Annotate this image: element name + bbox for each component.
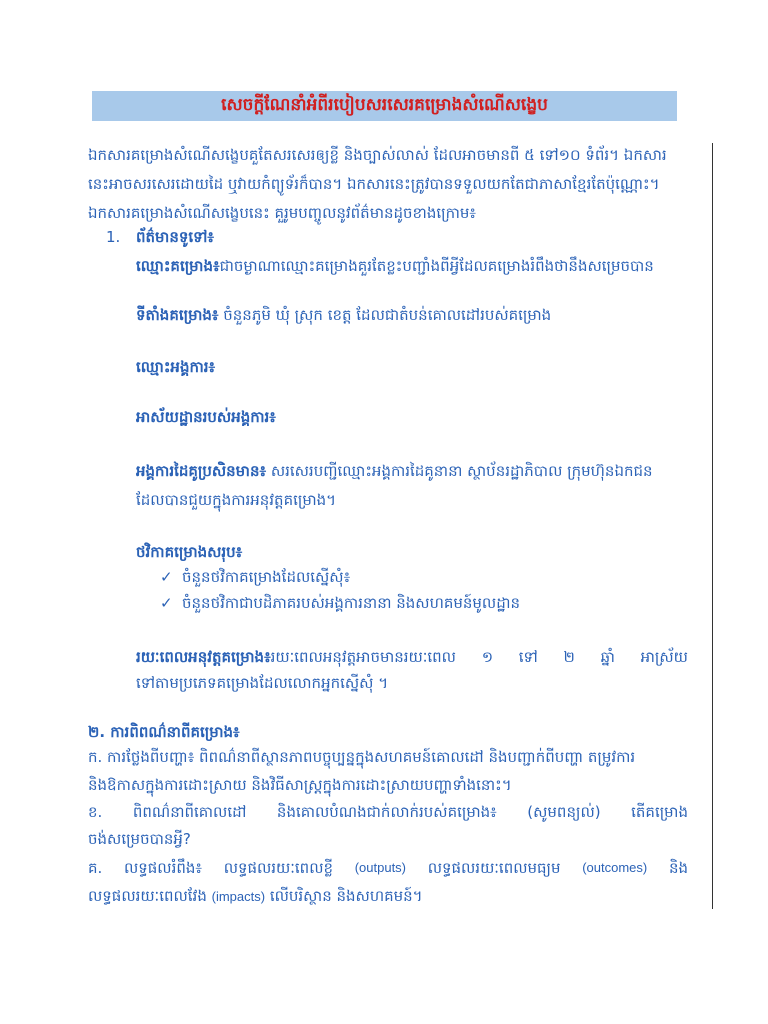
goal-word: ពិពណ៌នាពីគោលដៅ	[132, 803, 247, 821]
section2-heading: ២. ការពិពណ៌នាពីគម្រោង៖	[88, 723, 240, 741]
duration-line-1	[136, 645, 688, 669]
location-label: ទីតាំងគម្រោង៖	[136, 306, 219, 324]
budget-item-text: ចំនួនថវិកាគម្រោងដែលស្នើសុំ៖	[182, 568, 351, 586]
partner-label: អង្គការដៃគូប្រសិនមាន៖	[136, 462, 267, 480]
document-title: សេចក្តីណែនាំអំពីរបៀបសរសេរគម្រោងសំណើសង្ខេប	[221, 94, 548, 115]
partner-line-2: ដែលបានជួយក្នុងការអនុវត្តគម្រោង។	[136, 491, 337, 509]
results-word: និង	[668, 859, 688, 877]
location-text: ចំនួនភូមិ ឃុំ ស្រុក ខេត្ត ដែលជាតំបន់គោលដៅរបស់គម្រោង	[218, 306, 552, 324]
right-margin-rule	[712, 143, 713, 909]
results-word: លទ្ធផលរយៈពេលខ្លី	[223, 859, 334, 877]
problem-line-2: និងឱកាសក្នុងការដោះស្រាយ និងវិធីសាស្ត្រក្នុងការដោះស្រាយបញ្ហាទាំងនោះ។	[88, 776, 512, 794]
budget-label: ថវិកាគម្រោងសរុប៖	[136, 543, 243, 561]
section1-heading	[88, 225, 688, 249]
duration-word: ២	[563, 648, 575, 666]
location-line	[136, 303, 688, 327]
check-icon: ✓	[160, 568, 173, 586]
goal-word: (សូមពន្យល់)	[527, 803, 601, 821]
check-icon: ✓	[160, 594, 173, 612]
goal-word: តើគម្រោង	[631, 803, 688, 821]
results-word: គ.	[88, 859, 103, 877]
duration-word: ១	[481, 648, 494, 666]
duration-line-2: ទៅតាមប្រភេទគម្រោងដែលលោកអ្នកស្នើសុំ ។	[136, 674, 389, 692]
section1-title: ព័ត៌មានទូទៅ៖	[136, 228, 215, 246]
partner-text: សរសេរបញ្ជីឈ្មោះអង្គការដៃគូនានា ស្ថាប័នរដ្ឋាភិបាល ក្រុមហ៊ុនឯកជន	[266, 462, 653, 480]
budget-item	[160, 591, 680, 615]
duration-word: រយៈពេលអនុវត្តអាចមានរយៈពេល	[270, 648, 456, 666]
duration-word: ទៅ	[518, 648, 538, 666]
results-env: លើបរិស្ថាន និងសហគមន៍។	[265, 887, 423, 905]
duration-word: អាស្រ័យ	[640, 648, 688, 666]
goal-word: ខ.	[88, 803, 103, 821]
budget-item-text: ចំនួនថវិកាជាបដិភាគរបស់អង្គការនានា និងសហគមន៍មូលដ្ឋាន	[182, 594, 521, 612]
goal-line-1	[88, 800, 688, 824]
results-word: លទ្ធផលរំពឹង៖	[123, 859, 202, 877]
goal-line-2: ចង់សម្រេចបានអ្វី?	[88, 830, 191, 848]
title-banner	[92, 91, 677, 121]
goal-word: និងគោលបំណងជាក់លាក់របស់គម្រោង៖	[276, 803, 497, 821]
intro-line-1: ឯកសារគម្រោងសំណើសង្ខេបគួតែសរសេរឲ្យខ្លី និងច្បាស់លាស់ ដែលអាចមានពី ៥ ទៅ១០ ទំព័រ។ ឯកសារ	[88, 146, 667, 164]
section1-number: 1.	[106, 228, 121, 246]
problem-line-1: ក. ការថ្លែងពីបញ្ហា៖ ពិពណ៌នាពីស្ថានភាពបច្ចុប្បន្នក្នុងសហគមន៍គោលដៅ និងបញ្ជាក់ពីបញ្ហា តម្រូវការ	[88, 748, 636, 766]
results-word: (outcomes)	[582, 860, 648, 875]
project-name-label: ឈ្មោះគម្រោង៖	[136, 257, 220, 275]
intro-line-2: នេះអាចសរសេរដោយដៃ ឬវាយកំព្យូទ័រក៏បាន។ ឯកសារនេះត្រូវបានទទួលយកតែជាភាសាខ្មែរតែប៉ុណ្ណោះ។	[88, 175, 660, 193]
results-word: លទ្ធផលរយៈពេលមធ្យម	[427, 859, 561, 877]
duration-word: ឆ្នាំ	[600, 648, 615, 666]
project-name-text: ជាចម្ងាណាឈ្មោះគម្រោងគួរតែខ្លះបញ្ជាំងពីអ្វីដែលគម្រោងរំពឹងថានឹងសម្រេចបាន	[219, 257, 654, 275]
results-word: (outputs)	[354, 860, 407, 875]
project-name-line	[136, 254, 688, 278]
intro-line-3: ឯកសារគម្រោងសំណើសង្ខេបនេះ គួរូមបញ្ចូលនូវព័ត៌មានដូចខាងក្រោម៖	[88, 204, 476, 222]
org-address-label: អាស័យដ្ឋានរបស់អង្គការ៖	[136, 408, 276, 426]
results-impacts: (impacts)	[211, 889, 266, 904]
budget-item	[160, 565, 680, 589]
results-long-term: លទ្ធផលរយៈពេលវែង	[88, 887, 212, 905]
org-name-label: ឈ្មោះអង្គការ៖	[136, 358, 216, 376]
results-line-2	[88, 884, 688, 909]
duration-label: រយៈពេលអនុវត្តគម្រោង៖	[136, 648, 271, 666]
results-line-1	[88, 856, 688, 880]
partner-line-1	[136, 459, 688, 483]
